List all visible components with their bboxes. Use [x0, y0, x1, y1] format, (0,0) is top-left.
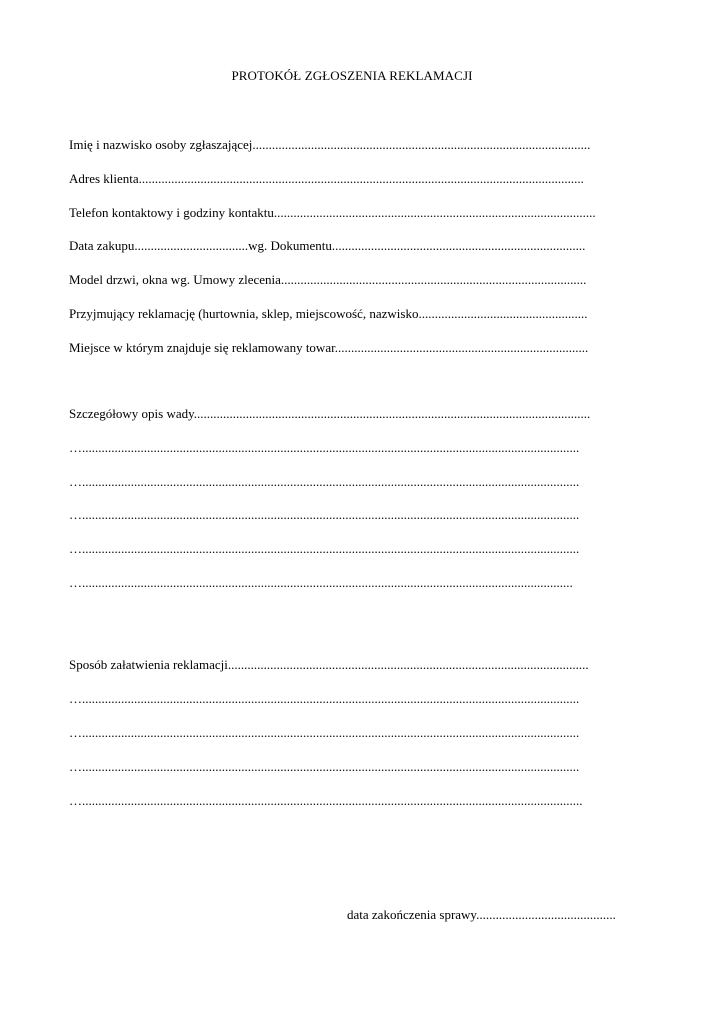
field-client-address: Adres klienta......................................................................................................................................... [69, 171, 584, 186]
field-model: Model drzwi, okna wg. Umowy zlecenia.............................................................................................. [69, 272, 587, 287]
defect-line: …......................................................................................................................................................... [69, 507, 580, 522]
defect-line: …......................................................................................................................................................... [69, 440, 580, 455]
field-purchase-date: Data zakupu...................................wg. Dokumentu.............................................................................. [69, 238, 586, 253]
defect-line: …......................................................................................................................................................... [69, 474, 580, 489]
field-location: Miejsce w którym znajduje się reklamowany towar.............................................................................. [69, 340, 589, 355]
defect-line: …......................................................................................................................................................... [69, 541, 580, 556]
field-accepted-by: Przyjmujący reklamację (hurtownia, sklep, miejscowość, nazwisko.................................................... [69, 306, 588, 321]
document-title: PROTOKÓŁ ZGŁOSZENIA REKLAMACJI [231, 68, 473, 83]
defect-line: …....................................................................................................................................................... [69, 575, 573, 590]
resolution-line: ….......................................................................................................................................................... [69, 793, 583, 808]
defect-description-label: Szczegółowy opis wady.......................................................................................................................... [69, 406, 591, 421]
field-reporter-name: Imię i nazwisko osoby zgłaszającej........................................................................................................ [69, 137, 591, 152]
resolution-line: …......................................................................................................................................................... [69, 691, 580, 706]
field-contact-phone: Telefon kontaktowy i godziny kontaktu................................................................................................... [69, 205, 596, 220]
resolution-line: …......................................................................................................................................................... [69, 759, 580, 774]
resolution-label: Sposób załatwienia reklamacji............................................................................................................... [69, 657, 589, 672]
closing-date-field: data zakończenia sprawy........................................... [347, 907, 616, 922]
resolution-line: …......................................................................................................................................................... [69, 725, 580, 740]
